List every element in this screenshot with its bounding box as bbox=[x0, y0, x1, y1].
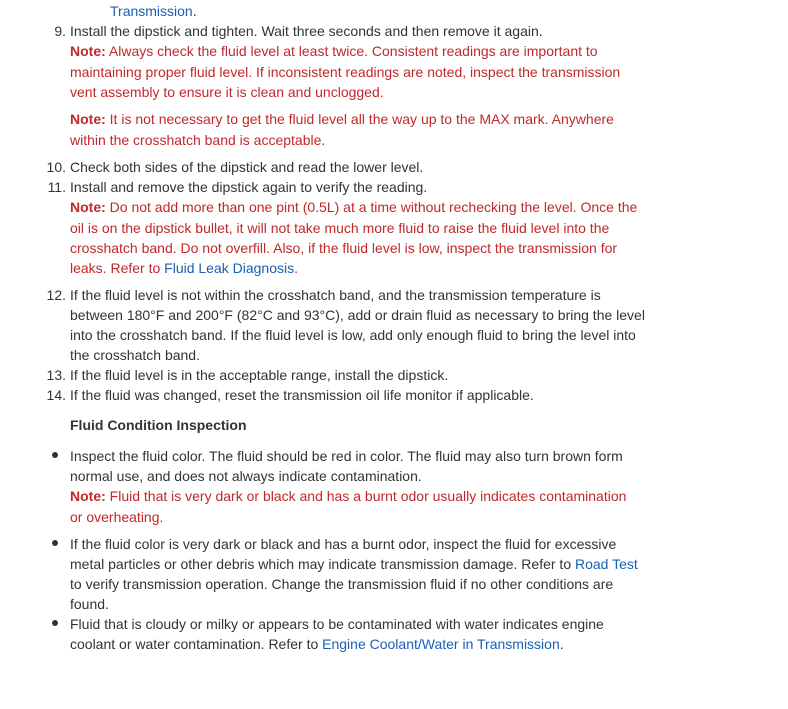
note-label: Note: bbox=[70, 111, 106, 127]
step-11-note-line-3: crosshatch band. Do not overfill. Also, if the fluid level is low, inspect the transmission for bbox=[70, 240, 618, 256]
step-number-12: 12. bbox=[46, 287, 66, 303]
step-11-note-line-4: leaks. Refer to Fluid Leak Diagnosis. bbox=[70, 260, 299, 276]
step-number-13: 13. bbox=[46, 367, 66, 383]
step-11-note-line-2: oil is on the dipstick bullet, it will not take much more fluid to raise the fluid level into the bbox=[70, 220, 610, 236]
step-9-note-1-line-2: maintaining proper fluid level. If inconsistent readings are noted, inspect the transmission bbox=[70, 64, 621, 80]
bullet-2 bbox=[52, 540, 58, 546]
step-12-line-1: If the fluid level is not within the crosshatch band, and the transmission temperature is bbox=[70, 287, 601, 303]
bullet-3-line-1: Fluid that is cloudy or milky or appears to be contaminated with water indicates engine bbox=[70, 616, 604, 632]
bullet-2-line-1: If the fluid color is very dark or black and has a burnt odor, inspect the fluid for excessive bbox=[70, 536, 617, 552]
step-9-text: Install the dipstick and tighten. Wait three seconds and then remove it again. bbox=[70, 23, 543, 39]
step-11-text: Install and remove the dipstick again to verify the reading. bbox=[70, 179, 428, 195]
step-10-text: Check both sides of the dipstick and read the lower level. bbox=[70, 159, 424, 175]
step-number-14: 14. bbox=[46, 387, 66, 403]
bullet-2-line-4: found. bbox=[70, 596, 109, 612]
step-11-note-line-1: Note: Do not add more than one pint (0.5L) at a time without rechecking the level. Once the bbox=[70, 199, 638, 215]
transmission-link-line: Transmission. bbox=[110, 3, 197, 19]
bullet-1-line-2: normal use, and does not always indicate contamination. bbox=[70, 468, 422, 484]
step-13-text: If the fluid level is in the acceptable range, install the dipstick. bbox=[70, 367, 449, 383]
bullet-3 bbox=[52, 620, 58, 626]
bullet-1-note-line-2: or overheating. bbox=[70, 509, 164, 525]
step-9-note-1-line-3: vent assembly to ensure it is clean and unclogged. bbox=[70, 84, 384, 100]
step-14-text: If the fluid was changed, reset the transmission oil life monitor if applicable. bbox=[70, 387, 534, 403]
engine-coolant-water-link[interactable]: Engine Coolant/Water in Transmission bbox=[322, 636, 560, 652]
step-12-line-3: into the crosshatch band. If the fluid level is low, add only enough fluid to bring the level into bbox=[70, 327, 636, 343]
step-number-10: 10. bbox=[46, 159, 66, 175]
fluid-leak-diagnosis-link[interactable]: Fluid Leak Diagnosis bbox=[164, 260, 295, 276]
step-9-note-1-line-1: Note: Always check the fluid level at least twice. Consistent readings are important to bbox=[70, 43, 598, 59]
step-12-line-2: between 180°F and 200°F (82°C and 93°C), add or drain fluid as necessary to bring the level bbox=[70, 307, 645, 323]
bullet-2-line-3: to verify transmission operation. Change the transmission fluid if no other conditions are bbox=[70, 576, 614, 592]
bullet-1 bbox=[52, 452, 58, 458]
note-label: Note: bbox=[70, 43, 106, 59]
step-number-9: 9. bbox=[54, 23, 66, 39]
bullet-2-line-2: metal particles or other debris which may indicate transmission damage. Refer to Road Test bbox=[70, 556, 638, 572]
road-test-link[interactable]: Road Test bbox=[575, 556, 638, 572]
step-number-11: 11. bbox=[47, 179, 66, 195]
transmission-link[interactable]: Transmission bbox=[110, 3, 193, 19]
note-label: Note: bbox=[70, 488, 106, 504]
step-9-note-2-line-1: Note: It is not necessary to get the fluid level all the way up to the MAX mark. Anywhere bbox=[70, 111, 614, 127]
fluid-condition-heading: Fluid Condition Inspection bbox=[70, 417, 247, 433]
step-12-line-4: the crosshatch band. bbox=[70, 347, 200, 363]
bullet-1-note-line-1: Note: Fluid that is very dark or black and has a burnt odor usually indicates contamination bbox=[70, 488, 627, 504]
step-9-note-2-line-2: within the crosshatch band is acceptable. bbox=[70, 132, 326, 148]
bullet-1-line-1: Inspect the fluid color. The fluid should be red in color. The fluid may also turn brown form bbox=[70, 448, 623, 464]
note-label: Note: bbox=[70, 199, 106, 215]
bullet-3-line-2: coolant or water contamination. Refer to Engine Coolant/Water in Transmission. bbox=[70, 636, 564, 652]
